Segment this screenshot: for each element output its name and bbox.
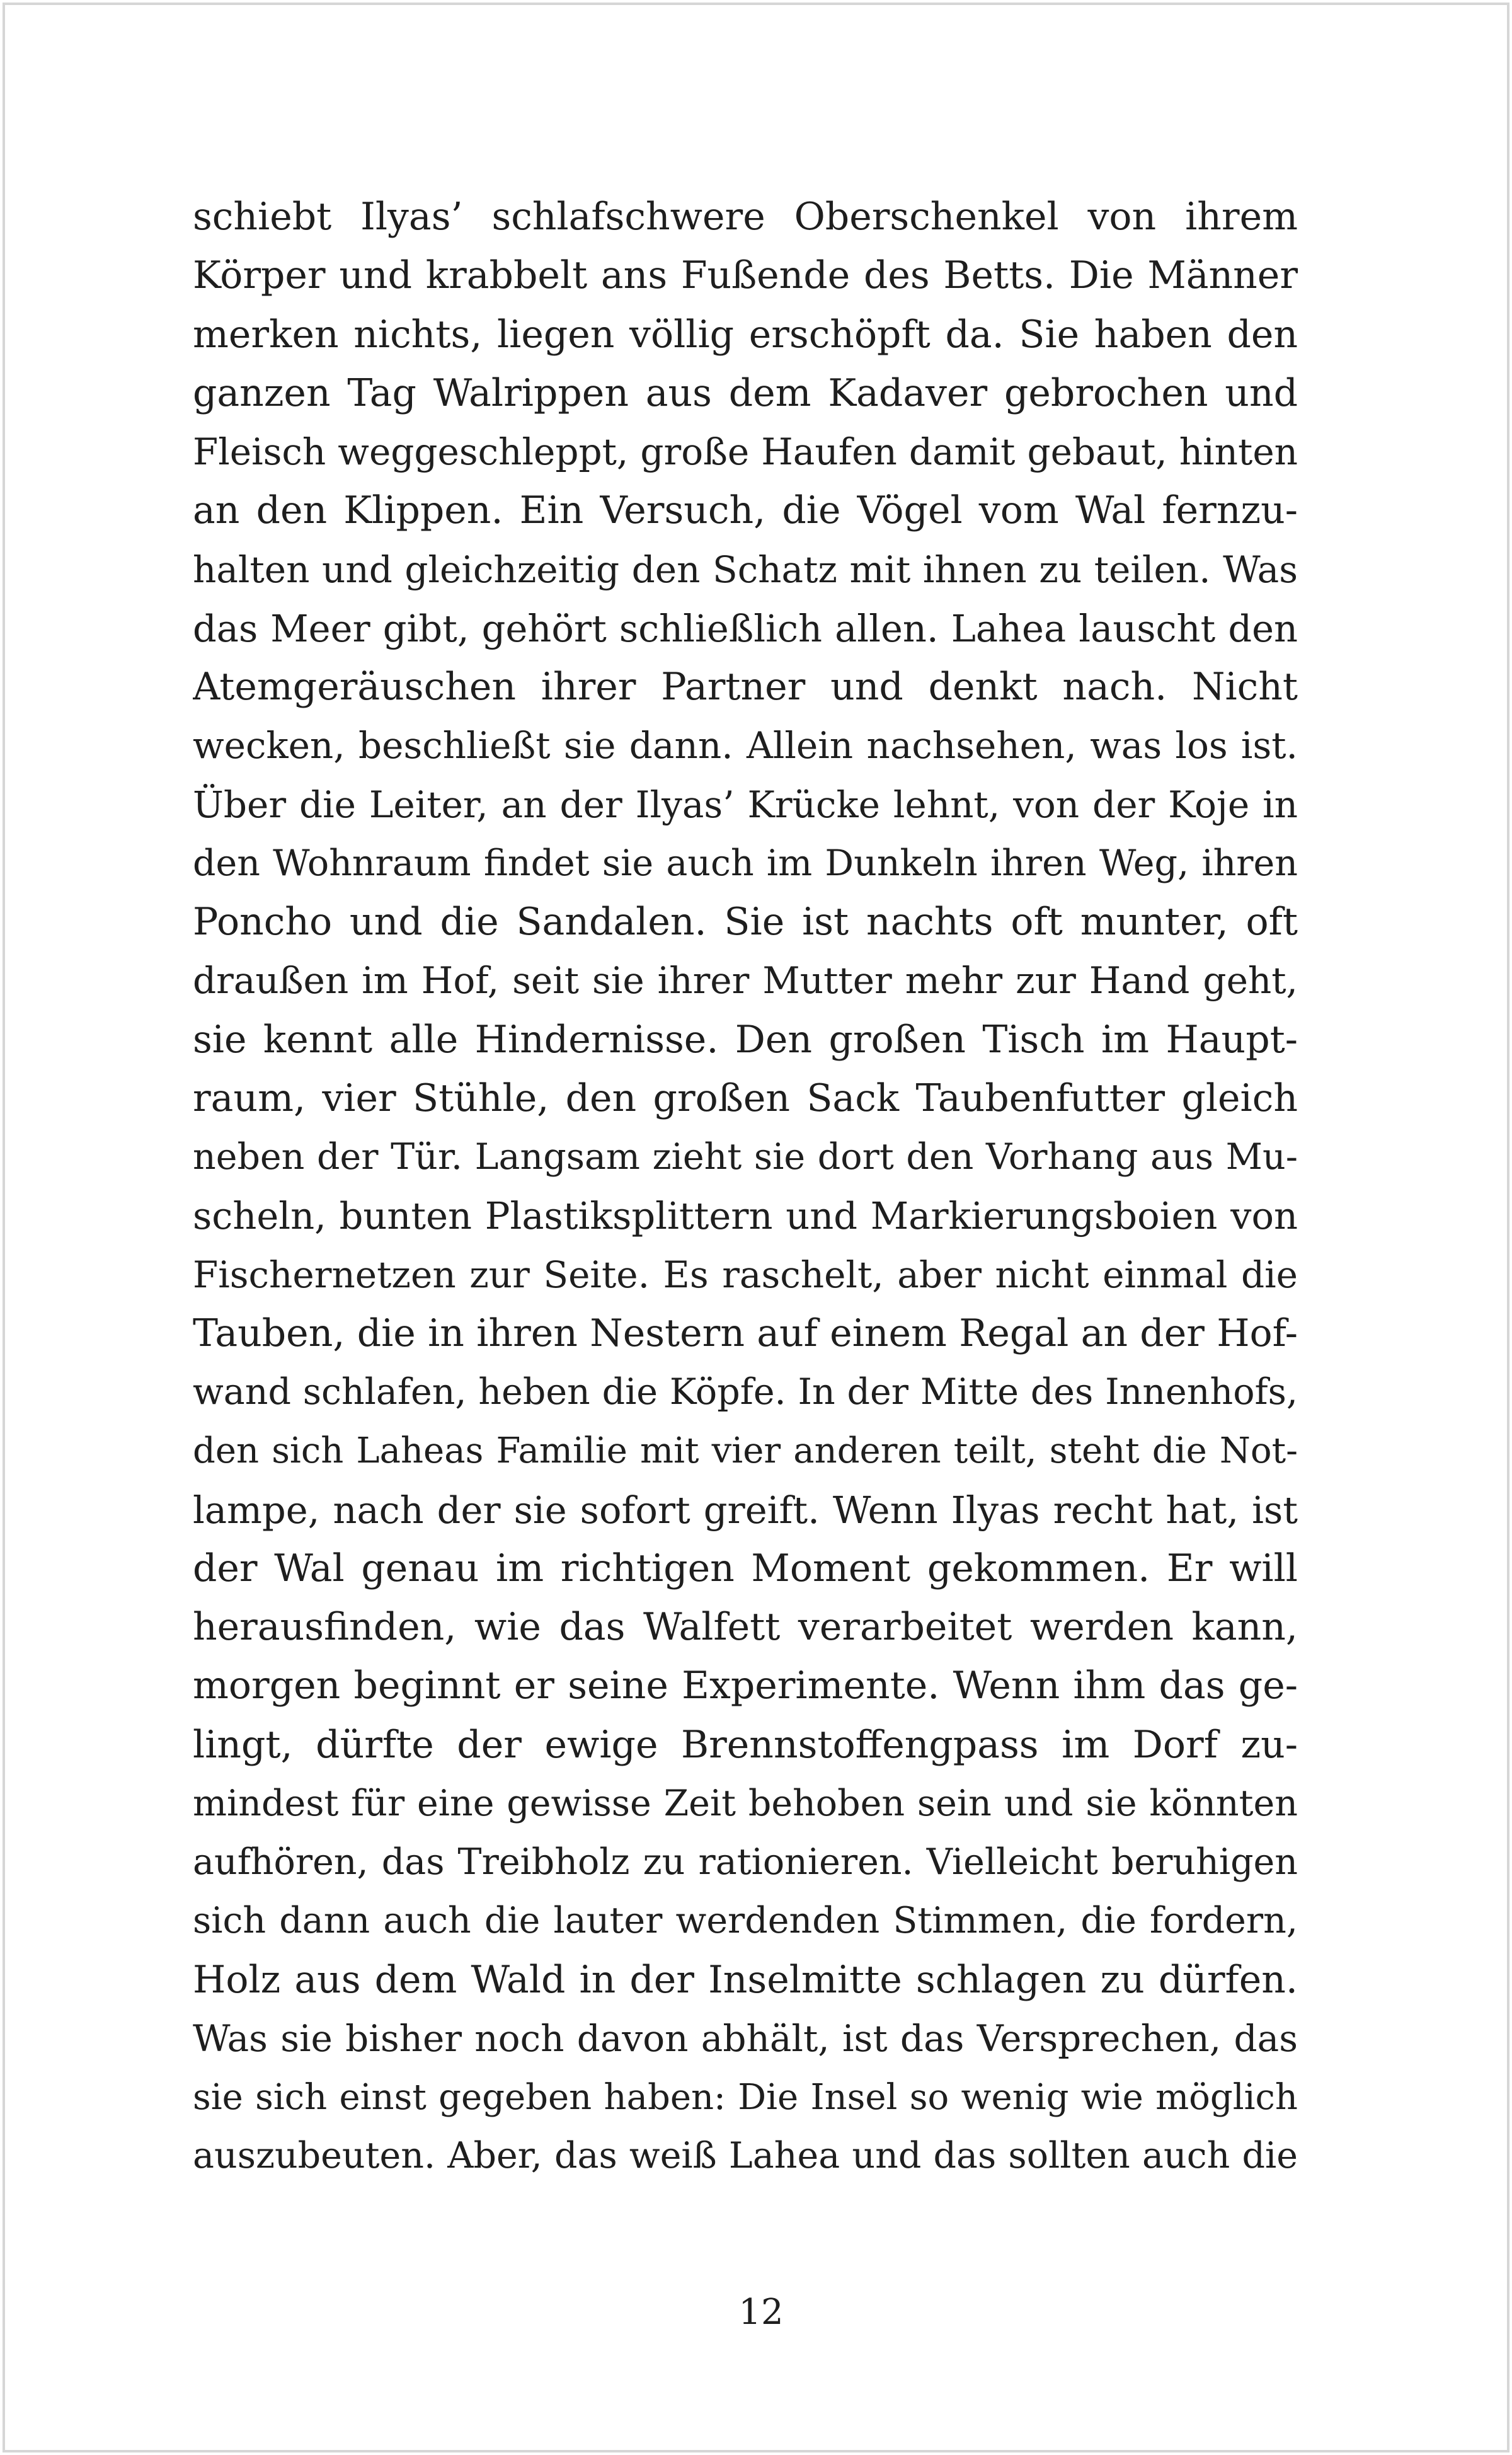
text-line: draußen im Hof, seit sie ihrer Mutter mehr zur Hand geht, — [193, 959, 1298, 1003]
book-page — [3, 3, 1509, 2452]
text-line: aufhören, das Treibholz zu rationieren. Vielleicht beruhigen — [193, 1841, 1298, 1883]
text-line: an den Klippen. Ein Versuch, die Vögel vom Wal fernzu- — [193, 488, 1298, 533]
text-line: wand schlafen, heben die Köpfe. In der Mitte des Innenhofs, — [193, 1371, 1298, 1413]
text-line: lingt, dürfte der ewige Brennstoffengpass im Dorf zu- — [193, 1722, 1298, 1767]
text-line: Was sie bisher noch davon abhält, ist das Versprechen, das — [193, 2016, 1298, 2060]
text-line: lampe, nach der sie sofort greift. Wenn Ilyas recht hat, ist — [193, 1488, 1298, 1532]
text-line: morgen beginnt er seine Experimente. Wenn ihm das ge- — [193, 1664, 1298, 1708]
text-line: auszubeuten. Aber, das weiß Lahea und das sollten auch die — [193, 2135, 1298, 2177]
text-line: mindest für eine gewisse Zeit behoben sein und sie könnten — [193, 1782, 1298, 1824]
text-line: den sich Laheas Familie mit vier anderen teilt, steht die Not- — [193, 1430, 1298, 1472]
text-line: sich dann auch die lauter werdenden Stimmen, die fordern, — [193, 1900, 1298, 1942]
text-line: ganzen Tag Walrippen aus dem Kadaver gebrochen und — [193, 371, 1298, 415]
page-number: 12 — [738, 2292, 784, 2333]
text-line: Fleisch weggeschleppt, große Haufen damit gebaut, hinten — [193, 430, 1298, 473]
text-line: merken nichts, liegen völlig erschöpft da. Sie haben den — [193, 312, 1298, 357]
body-text — [193, 188, 1298, 2186]
text-line: schiebt Ilyas’ schlafschwere Oberschenkel von ihrem — [193, 195, 1298, 239]
text-line: das Meer gibt, gehört schließlich allen. Lahea lauscht den — [193, 606, 1298, 650]
text-line: Poncho und die Sandalen. Sie ist nachts oft munter, oft — [193, 900, 1298, 944]
text-line: Atemgeräuschen ihrer Partner und denkt nach. Nicht — [193, 665, 1298, 709]
text-line: Tauben, die in ihren Nestern auf einem Regal an der Hof- — [193, 1311, 1298, 1355]
text-line: sie sich einst gegeben haben: Die Insel so wenig wie möglich — [193, 2077, 1298, 2118]
text-line: Über die Leiter, an der Ilyas’ Krücke lehnt, von der Koje in — [193, 783, 1298, 826]
text-line: scheln, bunten Plastiksplittern und Markierungsboien von — [193, 1194, 1298, 1238]
text-line: den Wohnraum findet sie auch im Dunkeln ihren Weg, ihren — [193, 842, 1298, 884]
text-line: Fischernetzen zur Seite. Es raschelt, aber nicht einmal die — [193, 1253, 1298, 1296]
text-line: wecken, beschließt sie dann. Allein nachsehen, was los ist. — [193, 724, 1298, 768]
text-line: halten und gleichzeitig den Schatz mit ihnen zu teilen. Was — [193, 548, 1298, 591]
text-line: Holz aus dem Wald in der Inselmitte schlagen zu dürfen. — [193, 1957, 1298, 2002]
text-line: neben der Tür. Langsam zieht sie dort den Vorhang aus Mu- — [193, 1136, 1298, 1178]
text-line: raum, vier Stühle, den großen Sack Taubenfutter gleich — [193, 1076, 1298, 1120]
text-line: herausfinden, wie das Walfett verarbeitet werden kann, — [193, 1605, 1298, 1649]
text-line: Körper und krabbelt ans Fußende des Betts. Die Männer — [193, 253, 1298, 298]
text-line: sie kennt alle Hindernisse. Den großen Tisch im Haupt- — [193, 1017, 1298, 1062]
text-line: der Wal genau im richtigen Moment gekommen. Er will — [193, 1546, 1298, 1590]
